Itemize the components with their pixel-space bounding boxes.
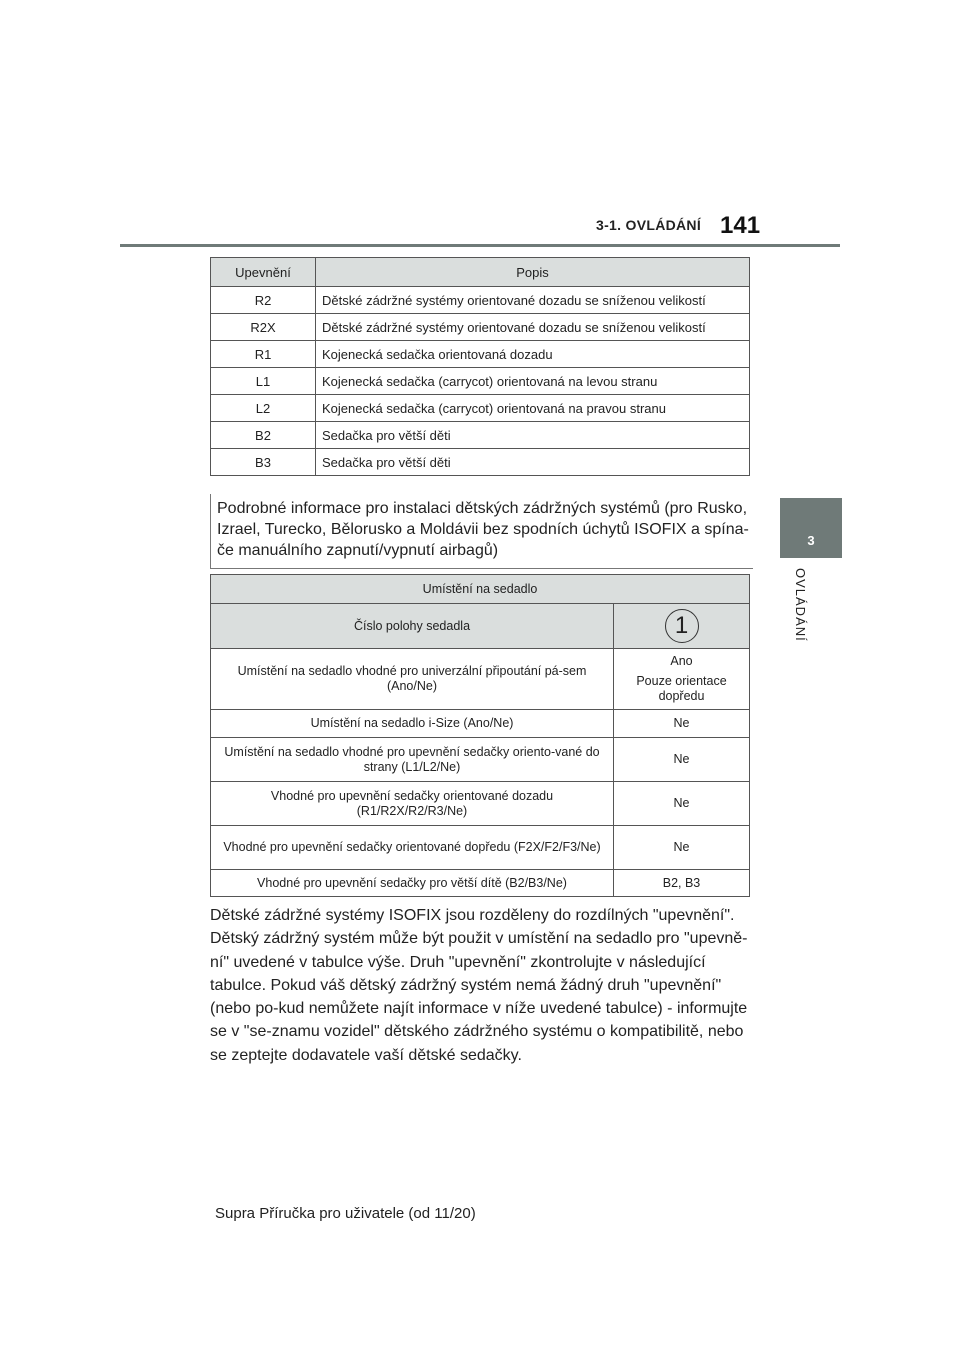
row-value: Ne: [614, 826, 750, 870]
row-value: Ne: [614, 782, 750, 826]
fixture-code: L2: [211, 395, 316, 422]
column-header: Popis: [316, 258, 750, 287]
fixture-description: Sedačka pro větší děti: [316, 449, 750, 476]
row-label: Vhodné pro upevnění sedačky pro větší dítě (B2/B3/Ne): [211, 870, 614, 897]
position-row: [211, 604, 750, 649]
row-label: Vhodné pro upevnění sedačky orientované dozadu (R1/R2X/R2/R3/Ne): [211, 782, 614, 826]
row-label: Umístění na sedadlo vhodné pro univerzální připoutání pá-sem (Ano/Ne): [211, 649, 614, 710]
header-divider: [120, 244, 840, 247]
table-row: [211, 368, 750, 395]
fixture-code: R1: [211, 341, 316, 368]
fixture-code: R2: [211, 287, 316, 314]
table-row: [211, 782, 750, 826]
chapter-tab: 3: [780, 498, 842, 558]
fixture-description: Kojenecká sedačka (carrycot) orientovaná na levou stranu: [316, 368, 750, 395]
page-number: 141: [720, 212, 761, 239]
fixture-description: Dětské zádržné systémy orientované dozadu se sníženou velikostí: [316, 314, 750, 341]
row-value: [614, 649, 750, 710]
position-cell: [614, 604, 750, 649]
chapter-side-label: OVLÁDÁNÍ: [793, 568, 808, 642]
footer-text: Supra Příručka pro uživatele (od 11/20): [215, 1205, 476, 1222]
row-value: Ne: [614, 710, 750, 738]
fixtures-table: [210, 257, 750, 476]
row-value: B2, B3: [614, 870, 750, 897]
row-label: Umístění na sedadlo vhodné pro upevnění sedačky oriento-vané do strany (L1/L2/Ne): [211, 738, 614, 782]
position-label: Číslo polohy sedadla: [211, 604, 614, 649]
fixture-description: Dětské zádržné systémy orientované dozadu se sníženou velikostí: [316, 287, 750, 314]
seat-position-table: [210, 574, 750, 897]
fixture-code: B2: [211, 422, 316, 449]
table-header-row: [211, 258, 750, 287]
table-row: [211, 395, 750, 422]
table-row: [211, 738, 750, 782]
table-row: [211, 422, 750, 449]
fixture-code: R2X: [211, 314, 316, 341]
value-text: Ano: [670, 654, 693, 668]
body-paragraph: Dětské zádržné systémy ISOFIX jsou rozděleny do rozdílných "upevnění". Dětský zádržný systém může být použit v umístění na sedadlo pro "upevně-ní" uvedené v tabulce výše. Druh "upevnění" zkontrolujte v následující tabulce. Pokud váš dětský zádržný systém nemá žádný druh "upevnění" (nebo po-kud nemůžete najít informace v níže uvedené tabulce) - informujte se v "se-znamu vozidel" dětského zádržného systému o kompatibilitě, nebo se zeptejte dodavatele vaší dětské sedačky.: [210, 907, 748, 1064]
section-title: 3-1. OVLÁDÁNÍ: [596, 217, 702, 233]
fixture-code: L1: [211, 368, 316, 395]
table-row: [211, 870, 750, 897]
table-row: [211, 314, 750, 341]
row-label: Vhodné pro upevnění sedačky orientované dopředu (F2X/F2/F3/Ne): [211, 826, 614, 870]
table-row: [211, 649, 750, 710]
fixture-code: B3: [211, 449, 316, 476]
seat-position-badge: 1: [665, 609, 699, 643]
fixture-description: Kojenecká sedačka (carrycot) orientovaná na pravou stranu: [316, 395, 750, 422]
table-row: [211, 341, 750, 368]
row-label: Umístění na sedadlo i-Size (Ano/Ne): [211, 710, 614, 738]
value-note: Pouze orientace dopředu: [636, 674, 727, 703]
info-box: Podrobné informace pro instalaci dětských zádržných systémů (pro Rusko, Izrael, Turecko, Bělorusko a Moldávii bez spodních úchytů ISOFIX a spína-če manuálního zapnutí/vypnutí airbagů): [210, 494, 753, 569]
table-row: [211, 710, 750, 738]
table-row: [211, 826, 750, 870]
table-title: Umístění na sedadlo: [211, 575, 750, 604]
fixture-description: Sedačka pro větší děti: [316, 422, 750, 449]
table-row: [211, 287, 750, 314]
table-title-row: [211, 575, 750, 604]
table-row: [211, 449, 750, 476]
column-header: Upevnění: [211, 258, 316, 287]
fixture-description: Kojenecká sedačka orientovaná dozadu: [316, 341, 750, 368]
row-value: Ne: [614, 738, 750, 782]
